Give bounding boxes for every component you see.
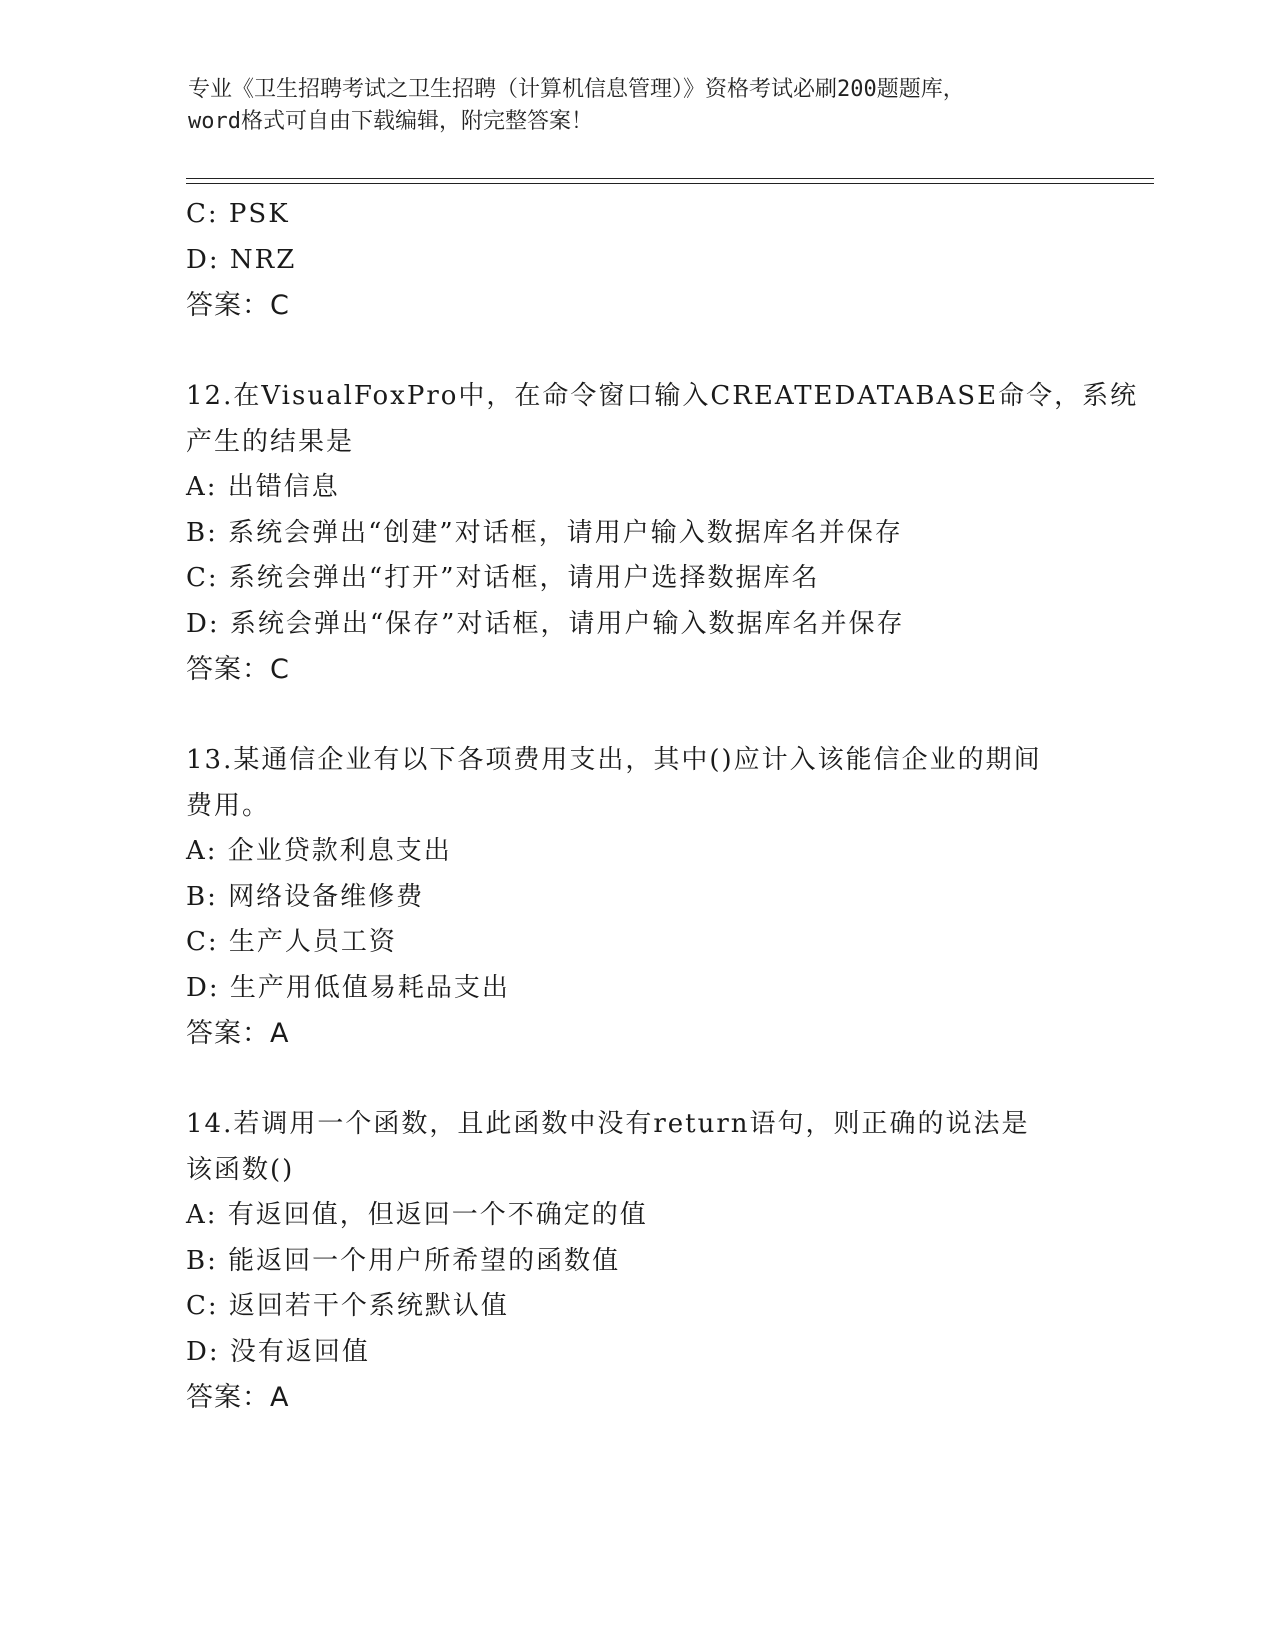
- option-d: D: 系统会弹出“保存”对话框，请用户输入数据库名并保存: [186, 608, 905, 639]
- option-c: C: PSK: [186, 199, 290, 229]
- question-stem-line-2: 产生的结果是: [186, 426, 355, 457]
- option-a: A: 企业贷款利息支出: [186, 836, 452, 866]
- question-12: [186, 374, 1139, 693]
- option-c: C: 系统会弹出“打开”对话框，请用户选择数据库名: [186, 563, 820, 593]
- option-d: D: 没有返回值: [186, 1336, 370, 1367]
- header-divider-bottom: [186, 183, 1154, 184]
- answer-line: 答案：A: [186, 1018, 290, 1049]
- question-stem-line-2: 该函数(): [186, 1154, 295, 1185]
- header-title-line-2: word格式可自由下载编辑，附完整答案！: [188, 109, 593, 134]
- page-header: [188, 74, 1088, 138]
- answer-line: 答案：C: [186, 290, 290, 321]
- option-c: C: 返回若干个系统默认值: [186, 1291, 509, 1321]
- spacer: [186, 693, 1086, 739]
- question-11-tail: [186, 192, 1086, 329]
- question-13: [186, 738, 1086, 1057]
- answer-line: 答案：C: [186, 654, 290, 685]
- question-stem-line-1: 13.某通信企业有以下各项费用支出，其中()应计入该能信企业的期间: [186, 745, 1042, 775]
- header-title-line-1: 专业《卫生招聘考试之卫生招聘（计算机信息管理）》资格考试必刷200题题库，: [188, 77, 965, 102]
- option-a: A: 出错信息: [186, 472, 340, 502]
- option-b: B: 能返回一个用户所希望的函数值: [186, 1245, 621, 1276]
- question-stem-line-2: 费用。: [186, 790, 271, 821]
- option-d: D: NRZ: [186, 244, 297, 275]
- question-stem-line-1: 14.若调用一个函数，且此函数中没有return语句，则正确的说法是: [186, 1109, 1030, 1139]
- question-stem-line-1: 12.在VisualFoxPro中，在命令窗口输入CREATEDATABASE命令，系统: [186, 381, 1139, 411]
- header-divider-top: [186, 178, 1154, 179]
- option-d: D: 生产用低值易耗品支出: [186, 972, 510, 1003]
- option-a: A: 有返回值，但返回一个不确定的值: [186, 1200, 648, 1230]
- option-b: B: 网络设备维修费: [186, 881, 425, 912]
- spacer: [186, 329, 1086, 375]
- option-b: B: 系统会弹出“创建”对话框，请用户输入数据库名并保存: [186, 517, 903, 548]
- answer-line: 答案：A: [186, 1382, 290, 1413]
- spacer: [186, 1057, 1086, 1103]
- question-14: [186, 1102, 1086, 1421]
- option-c: C: 生产人员工资: [186, 927, 397, 957]
- question-list: [186, 192, 1139, 1421]
